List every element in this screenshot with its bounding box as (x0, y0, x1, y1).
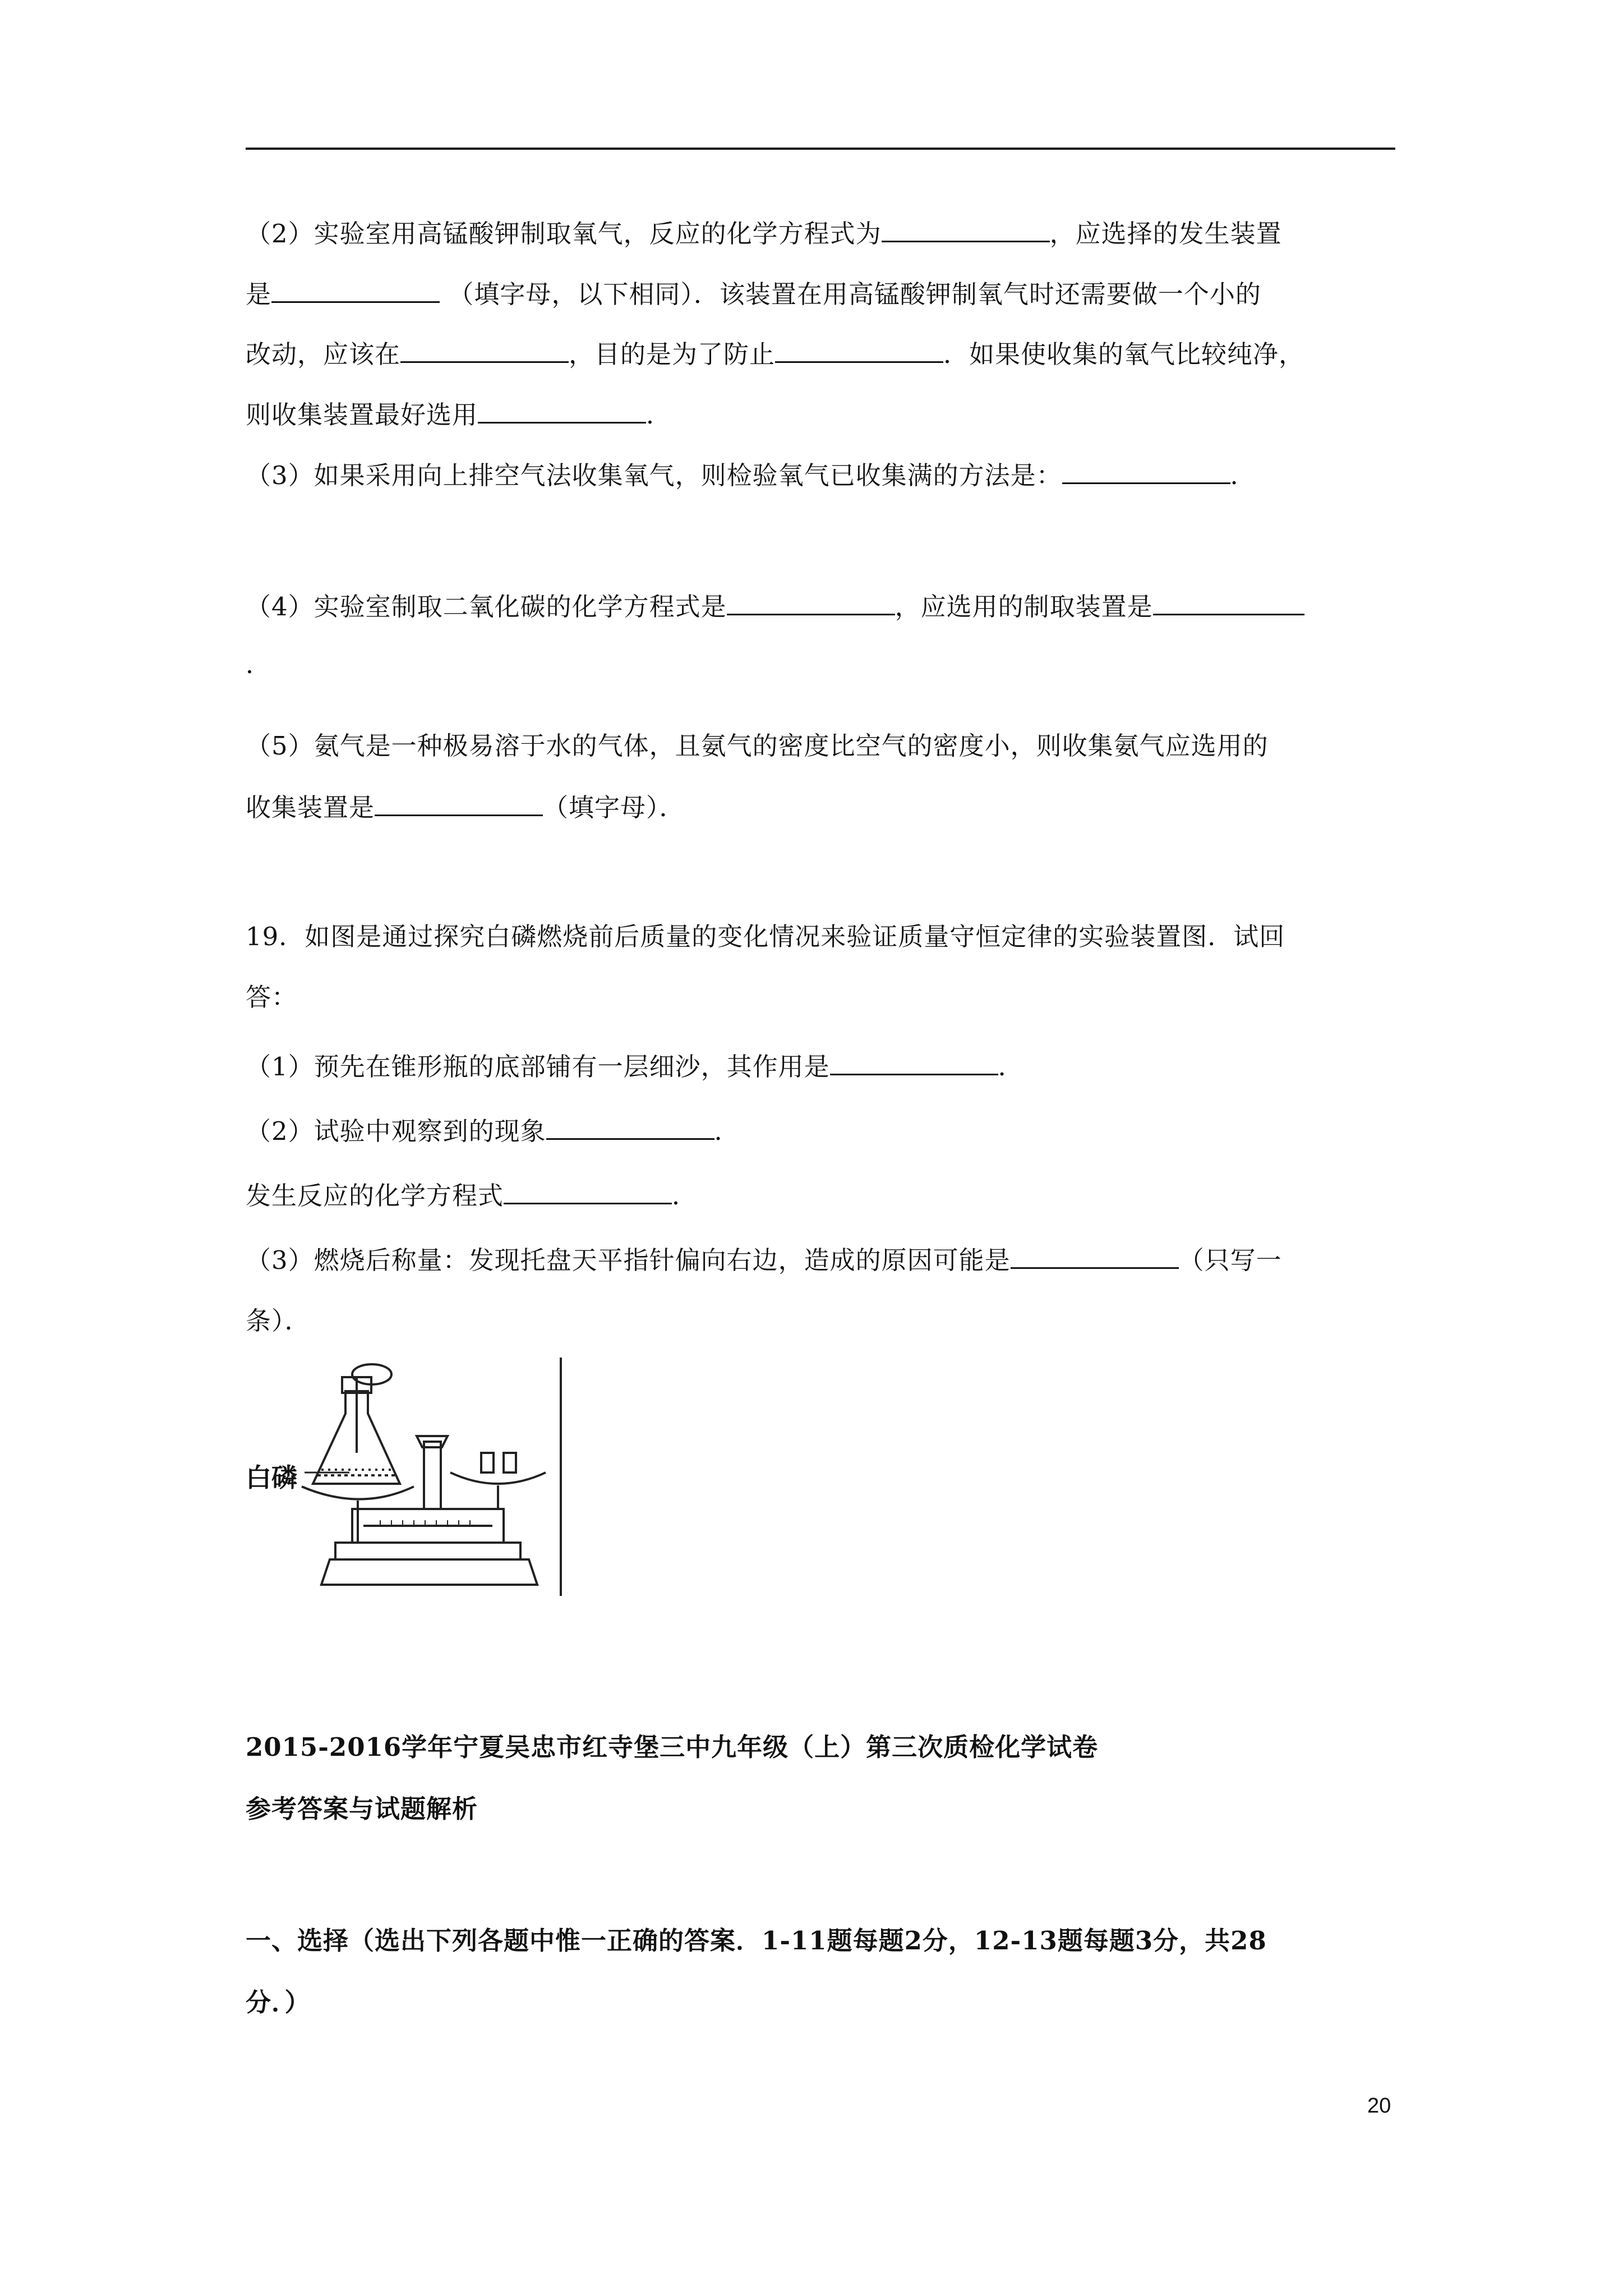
q18-part4-line1: （4）实验室制取二氧化碳的化学方程式是 ，应选用的制取装置是 (246, 589, 1395, 624)
answer-blank[interactable] (775, 337, 943, 363)
answers-title: 2015-2016学年宁夏吴忠市红寺堡三中九年级（上）第三次质检化学试卷 (246, 1732, 1099, 1762)
answer-blank[interactable] (1011, 1243, 1179, 1269)
q19-sub3-line2: 条）． (246, 1306, 311, 1336)
q18-part4-line2: ． (246, 650, 272, 679)
answer-blank[interactable] (546, 1114, 714, 1140)
section-heading-line2: 分．） (246, 1987, 311, 2017)
q18-part2-line4: 则收集装置最好选用 ． (246, 397, 1395, 432)
q19-sub2-line1: （2）试验中观察到的现象 ． (246, 1114, 1395, 1148)
answer-blank[interactable] (1062, 458, 1230, 484)
answers-subtitle: 参考答案与试题解析 (246, 1794, 478, 1824)
q19-stem-line2: 答： (246, 982, 298, 1012)
answer-blank[interactable] (882, 216, 1050, 242)
q18-part2-line1: （2）实验室用高锰酸钾制取氧气，反应的化学方程式为 ，应选择的发生装置 (246, 216, 1395, 251)
q18-part2-line2: 是 （填字母，以下相同）．该装置在用高锰酸钾制氧气时还需要做一个小的 (246, 277, 1395, 311)
q18-part5-line1: （5）氨气是一种极易溶于水的气体，且氨气的密度比空气的密度小，则收集氨气应选用的 (246, 731, 1269, 761)
white-phosphorus-label: 白磷 (246, 1462, 297, 1493)
q19-sub3-line1: （3）燃烧后称量：发现托盘天平指针偏向右边，造成的原因可能是 （只写一 (246, 1243, 1395, 1277)
page-number: 20 (1367, 2094, 1391, 2118)
answer-blank[interactable] (830, 1049, 998, 1075)
answer-blank[interactable] (1153, 589, 1304, 615)
answer-blank[interactable] (400, 337, 569, 363)
q18-part2-line3: 改动，应该在 ，目的是为了防止 ．如果使收集的氧气比较纯净， (246, 337, 1395, 371)
answer-blank[interactable] (504, 1178, 672, 1204)
q19-stem-line1: 19．如图是通过探究白磷燃烧前后质量的变化情况来验证质量守恒定律的实验装置图．试回 (246, 922, 1285, 951)
q19-sub2-line2: 发生反应的化学方程式 ． (246, 1178, 1395, 1213)
q19-sub1: （1）预先在锥形瓶的底部铺有一层细沙，其作用是 ． (246, 1049, 1395, 1084)
answer-blank[interactable] (478, 397, 646, 424)
answer-blank[interactable] (727, 589, 895, 615)
answer-blank[interactable] (271, 277, 440, 303)
q18-part5-line2: 收集装置是 （填字母）． (246, 790, 1395, 825)
balance-apparatus-figure (246, 1358, 565, 1596)
q18-part3: （3）如果采用向上排空气法收集氧气，则检验氧气已收集满的方法是： ． (246, 458, 1395, 493)
header-rule (246, 148, 1395, 150)
answer-blank[interactable] (375, 790, 543, 816)
section-heading-line1: 一、选择（选出下列各题中惟一正确的答案．1-11题每题2分，12-13题每题3分，共28 (246, 1926, 1267, 1955)
